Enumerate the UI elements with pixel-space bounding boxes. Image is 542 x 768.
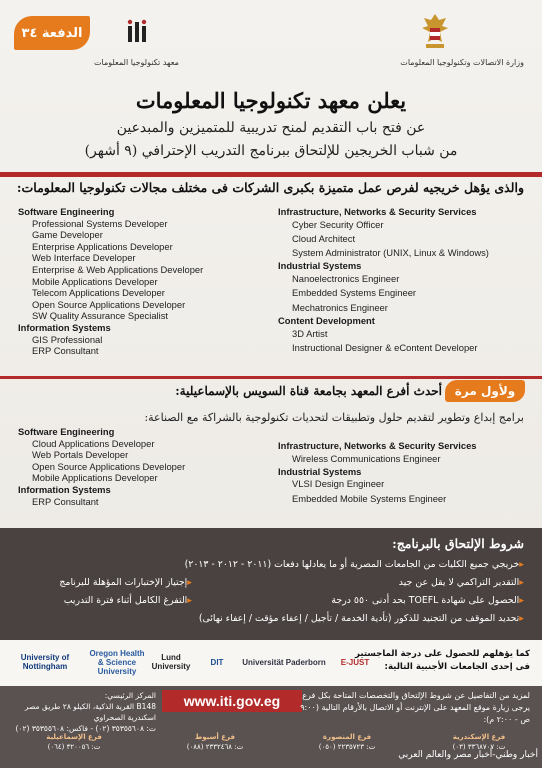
track-item: Mechatronics Engineer bbox=[292, 301, 388, 313]
track-item: Embedded Mobile Systems Engineer bbox=[292, 492, 447, 504]
track-item: Game Developer bbox=[32, 229, 103, 241]
branch-name: فرع أسيوط bbox=[195, 733, 235, 741]
track-item: Nanoelectronics Engineer bbox=[292, 273, 400, 285]
title-line-3: من شباب الخريجين للإلتحاق ببرنامج التدريب الإحترافي (٩ أشهر) bbox=[84, 143, 458, 159]
universities-note bbox=[355, 648, 530, 674]
track-item: Open Source Applications Developer bbox=[32, 460, 186, 472]
branch-name: فرع الإسماعيلية bbox=[46, 733, 102, 741]
track-category: Information Systems bbox=[18, 483, 111, 495]
condition-item: ▸ الحصول على شهادة TOEFL بحد أدنى ٥٥٠ درجة bbox=[184, 592, 524, 610]
university-logo: Oregon Health & Science University bbox=[89, 648, 145, 676]
track-category: Software Engineering bbox=[18, 206, 115, 217]
hq-contact bbox=[6, 690, 156, 733]
ministry-name: وزارة الاتصالات وتكنولوجيا المعلومات bbox=[400, 58, 524, 67]
branch-phone: ت: ٢٢٣٥٧٢٣ (٠٥٠) bbox=[318, 742, 376, 751]
track-category: Infrastructure, Networks & Security Services bbox=[278, 206, 477, 217]
branch-assiut bbox=[160, 733, 270, 763]
track-item: Wireless Communications Engineer bbox=[292, 452, 441, 464]
track-item: Mobile Applications Developer bbox=[32, 472, 158, 484]
suez-branch-title: أحدث أفرع المعهد بجامعة قناة السويس بالإسماعيلية: bbox=[175, 384, 442, 398]
divider bbox=[0, 172, 542, 177]
footer-note-line: يرجى زيارة موقع المعهد على الإنترنت أو الاتصال بالأرقام التالية (٩:٠٠ ص - ٢:٠٠ م): bbox=[300, 703, 530, 724]
track-item: ERP Consultant bbox=[32, 495, 99, 507]
track-category: Software Engineering bbox=[18, 426, 115, 437]
track-item: System Administrator (UNIX, Linux & Windows) bbox=[292, 247, 489, 259]
suez-tracks-right bbox=[278, 440, 528, 506]
condition-item: ▸ تحديد الموقف من التجنيد للذكور (تأدية الخدمة / تأجيل / إعفاء مؤقت / إعفاء نهائى) bbox=[184, 610, 524, 628]
condition-item: ▸ التفرغ الكامل أثناء فترة التدريب bbox=[22, 592, 192, 610]
branch-name: فرع المنصورة bbox=[322, 733, 372, 741]
track-item: Enterprise & Web Applications Developer bbox=[32, 263, 204, 275]
branch-mansoura bbox=[292, 733, 402, 763]
track-item: Cloud Architect bbox=[292, 232, 356, 244]
university-logo: University of Nottingham bbox=[20, 653, 70, 671]
condition-item: ▸ خريجي جميع الكليات من الجامعات المصرية أو ما يعادلها دفعات (٢٠١١ - ٢٠١٢ - ٢٠١٣) bbox=[184, 556, 524, 574]
branch-name: فرع الإسكندرية bbox=[452, 733, 506, 741]
track-category: Information Systems bbox=[18, 321, 111, 333]
track-item: SW Quality Assurance Specialist bbox=[32, 310, 168, 322]
branch-ismailia bbox=[10, 733, 138, 763]
tracks-right bbox=[278, 206, 528, 355]
tracks-left bbox=[18, 206, 263, 357]
university-logo: DIT bbox=[210, 657, 224, 667]
university-logo: Universität Paderborn bbox=[242, 657, 326, 667]
divider bbox=[0, 376, 542, 379]
track-item: Professional Systems Developer bbox=[32, 217, 168, 229]
conditions-title: شروط الإلتحاق بالبرنامج: bbox=[392, 536, 524, 551]
track-item: Web Portals Developer bbox=[32, 449, 129, 461]
track-item: Cloud Applications Developer bbox=[32, 437, 155, 449]
egypt-eagle-emblem-icon bbox=[420, 12, 450, 52]
website-link[interactable]: www.iti.gov.eg bbox=[162, 690, 302, 712]
suez-branch-subtitle: برامج إبداع وتطوير لتقديم حلول وتطبيقات لتحديات تكنولوجية بالشراكة مع الصناعة: bbox=[144, 411, 524, 424]
page-title: يعلن معهد تكنولوجيا المعلومات bbox=[135, 88, 407, 113]
condition-item: ▸ إجتياز الإختبارات المؤهلة للبرنامج bbox=[22, 574, 192, 592]
track-item: Instructional Designer & eContent Developer bbox=[292, 341, 478, 353]
branch-phone: ت: ٣٢٠٠٥٦ (٠٦٤) bbox=[47, 742, 101, 751]
university-logo: E-JUST bbox=[340, 657, 370, 667]
title-line-2: عن فتح باب التقديم لمنح تدريبية للمتميزين والمبدعين bbox=[116, 120, 426, 136]
track-item: Open Source Applications Developer bbox=[32, 298, 186, 310]
footer-note bbox=[300, 690, 530, 726]
hq-address: B148 القرية الذكية، الكيلو ٢٨ طريق مصر اسكندرية الصحراوي bbox=[24, 702, 156, 722]
iti-logo-icon bbox=[126, 18, 150, 46]
track-category: Infrastructure, Networks & Security Services bbox=[278, 440, 477, 451]
footer-note-line: لمزيد من التفاصيل عن شروط الإلتحاق والتخصصات المتاحة بكل فرع bbox=[302, 691, 530, 700]
conditions-left bbox=[22, 574, 192, 610]
first-time-badge: ولأول مرة bbox=[445, 380, 525, 402]
university-logo: Lund University bbox=[151, 653, 191, 671]
track-item: ERP Consultant bbox=[32, 345, 99, 357]
watermark: أخبار وطني-أخبار مصر والعالم العربي bbox=[398, 750, 538, 760]
track-item: 3D Artist bbox=[292, 327, 328, 339]
track-item: Embedded Systems Engineer bbox=[292, 287, 417, 299]
track-category: Industrial Systems bbox=[278, 465, 362, 477]
branch-phone: ت: ٣٣٦٨٧٠٧ (٠٣) bbox=[452, 742, 506, 751]
suez-tracks-left bbox=[18, 426, 263, 507]
intro-text: والذى يؤهل خريجيه لفرص عمل متميزة بكبرى الشركات فى مختلف مجالات تكنولوجيا المعلومات: bbox=[16, 180, 524, 195]
track-category: Content Development bbox=[278, 314, 375, 326]
track-item: GIS Professional bbox=[32, 333, 103, 345]
institute-name: معهد تكنولوجيا المعلومات bbox=[94, 58, 179, 67]
batch-badge: الدفعة ٣٤ bbox=[14, 16, 90, 50]
universities-note-line: كما يؤهلهم للحصول على درجة الماجستير bbox=[355, 649, 530, 659]
hq-phone: ت: ٣٥٣٥٥٦٠٨ (٠٢) - فاكس: ٣٥٣٥٥٦٠٨ (٠٢) bbox=[15, 724, 156, 733]
conditions-right bbox=[184, 556, 524, 628]
track-item: Cyber Security Officer bbox=[292, 218, 384, 230]
track-item: Mobile Applications Developer bbox=[32, 275, 158, 287]
hq-title: المركز الرئيسي: bbox=[104, 691, 156, 700]
condition-item: ▸ التقدير التراكمي لا يقل عن جيد bbox=[184, 574, 524, 592]
track-item: Telecom Applications Developer bbox=[32, 287, 165, 299]
branch-phone: ت: ٢٣٣٢٤٦٨ (٠٨٨) bbox=[186, 742, 244, 751]
track-category: Industrial Systems bbox=[278, 260, 362, 272]
universities-note-line: فى إحدى الجامعات الأجنبية التالية: bbox=[384, 662, 530, 672]
track-item: Enterprise Applications Developer bbox=[32, 240, 173, 252]
track-item: VLSI Design Engineer bbox=[292, 478, 385, 490]
track-item: Web Interface Developer bbox=[32, 252, 136, 264]
